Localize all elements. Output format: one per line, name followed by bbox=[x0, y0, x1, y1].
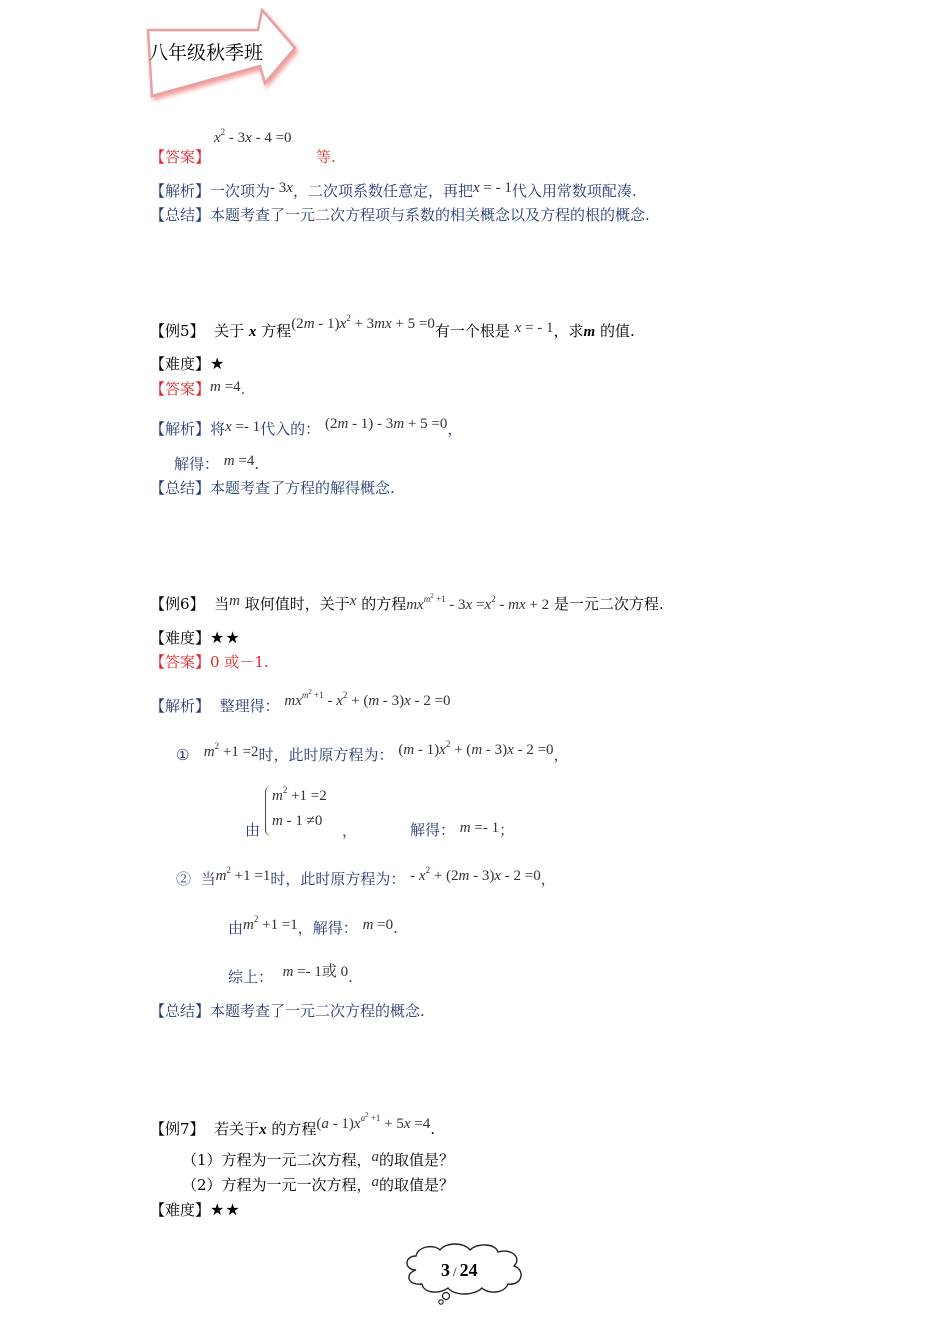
solve-text: 解得： bbox=[174, 455, 220, 473]
summary-label: 【总结】 bbox=[150, 479, 211, 497]
answer-label: 【答案】 bbox=[150, 148, 211, 166]
analysis-math: (2m - 1) - 3m + 5 =0 bbox=[324, 416, 448, 432]
brace-icon bbox=[265, 786, 272, 836]
question-text: 的方程 bbox=[361, 595, 407, 613]
analysis-math: x =- 1 bbox=[225, 419, 261, 435]
summary-row-1 bbox=[150, 204, 650, 225]
summary-label: 【总结】 bbox=[150, 1002, 211, 1020]
page-current: 3 bbox=[441, 1260, 450, 1280]
difficulty-row-5 bbox=[150, 353, 225, 374]
question-math: $(a - 1)x^{a^2 +1} + 5x =4$ bbox=[316, 1111, 431, 1132]
conclusion-row bbox=[228, 966, 353, 987]
analysis-text: ， bbox=[447, 420, 463, 438]
analysis-text: ，二次项系数任意定，再把 bbox=[292, 182, 473, 200]
example-label: 【例6】 bbox=[150, 595, 205, 613]
question-text: . bbox=[430, 1120, 436, 1138]
var-a: a bbox=[371, 1174, 380, 1190]
case-math: - $x^2 + (2m - 3)x - 2 =0$ bbox=[410, 865, 541, 884]
page-number bbox=[441, 1260, 478, 1281]
summary-text: 本题考查了方程的解得概念. bbox=[210, 479, 395, 497]
var-m: m bbox=[229, 593, 240, 609]
var-a: a bbox=[371, 1149, 380, 1165]
star-icon: ★★ bbox=[210, 1200, 241, 1219]
analysis-math: x = - 1 bbox=[472, 180, 512, 196]
sub-question-text: 的取值是？ bbox=[379, 1151, 455, 1169]
difficulty-label: 【难度】 bbox=[150, 1201, 211, 1219]
case-1-row bbox=[176, 739, 569, 765]
analysis-math: $mx^{m^2 +1} - x^2 + (m - 3)x - 2 =0$ bbox=[284, 688, 451, 709]
var-m: m bbox=[583, 324, 596, 340]
solve-suffix: ； bbox=[499, 821, 515, 839]
solve-math: m =4 bbox=[223, 453, 255, 469]
question-text: 的方程 bbox=[271, 1120, 317, 1138]
analysis-row-1 bbox=[150, 180, 637, 201]
case-text: 时，此时原方程为： bbox=[270, 870, 406, 888]
example-6-question bbox=[150, 593, 664, 614]
case-number: ① bbox=[176, 746, 190, 764]
page-total: 24 bbox=[459, 1260, 478, 1280]
case-text: 当 bbox=[200, 870, 216, 888]
var-x: x bbox=[248, 324, 257, 340]
summary-label: 【总结】 bbox=[150, 206, 211, 224]
analysis-math: - 3x bbox=[270, 180, 293, 196]
example-5-question bbox=[150, 313, 635, 341]
conclusion-math: m =- 1或 0 bbox=[282, 964, 349, 980]
conclusion-suffix: . bbox=[348, 968, 353, 986]
difficulty-row-6 bbox=[150, 627, 241, 648]
sub-question-text: 的取值是？ bbox=[379, 1176, 455, 1194]
analysis-text: 一次项为 bbox=[210, 182, 271, 200]
case-math: $m^2 +1 =2$ bbox=[203, 741, 259, 760]
case-text: ， bbox=[553, 746, 569, 764]
system-prefix: 由 bbox=[245, 821, 261, 839]
question-text: 有一个根是 bbox=[434, 322, 510, 340]
analysis-row-6 bbox=[150, 688, 451, 716]
analysis-row-5 bbox=[150, 418, 462, 439]
page-separator: / bbox=[453, 1264, 457, 1279]
answer-text: 0 或－1. bbox=[210, 653, 269, 671]
question-text: 取何值时，关于 bbox=[244, 595, 350, 613]
system-solve-row bbox=[410, 819, 514, 840]
case-text: . bbox=[393, 919, 398, 937]
case-math: $m^2 +1 =1$ bbox=[243, 914, 298, 933]
question-text: 当 bbox=[214, 595, 230, 613]
example-label: 【例5】 bbox=[150, 322, 205, 340]
case-text: ，解得： bbox=[297, 919, 358, 937]
answer-row-1 bbox=[150, 138, 211, 166]
summary-text: 本题考查了一元二次方程的概念. bbox=[210, 1002, 425, 1020]
case-2-row bbox=[176, 865, 556, 889]
case-math: $m^2 +1 =1$ bbox=[215, 865, 271, 884]
case-math: m =0 bbox=[362, 917, 394, 933]
sub-question-1 bbox=[182, 1149, 454, 1170]
system-line-1: $m^2 +1 =2$ bbox=[272, 785, 327, 804]
solve-math: m =- 1 bbox=[459, 820, 500, 836]
sub-question-text: （2）方程为一元一次方程， bbox=[182, 1176, 372, 1194]
summary-text: 本题考查了一元二次方程项与系数的相关概念以及方程的根的概念. bbox=[210, 206, 650, 224]
solve-suffix: . bbox=[254, 455, 260, 473]
sub-question-text: （1）方程为一元二次方程， bbox=[182, 1151, 372, 1169]
star-icon: ★ bbox=[210, 354, 226, 373]
question-text: 是一元二次方程. bbox=[553, 595, 664, 613]
analysis-text: 将 bbox=[210, 420, 226, 438]
var-x: x bbox=[259, 1122, 267, 1138]
question-math: $(2m - 1)x^2 + 3mx + 5 =0$ bbox=[291, 313, 435, 332]
answer-suffix: . bbox=[240, 380, 246, 398]
difficulty-label: 【难度】 bbox=[150, 355, 211, 373]
difficulty-label: 【难度】 bbox=[150, 629, 211, 647]
question-text: 关于 bbox=[214, 322, 245, 340]
question-text: ，求 bbox=[553, 322, 584, 340]
case-math: $(m - 1)x^2 + (m - 3)x - 2 =0$ bbox=[398, 739, 554, 758]
question-math: x = - 1 bbox=[514, 320, 554, 336]
analysis-label: 【解析】 bbox=[150, 420, 211, 438]
case-text: 时，此时原方程为： bbox=[258, 746, 394, 764]
answer-suffix: 等. bbox=[316, 148, 336, 166]
case-2b-row bbox=[228, 914, 398, 938]
system-comma: ， bbox=[342, 822, 358, 840]
answer-row-5 bbox=[150, 378, 245, 399]
analysis-text: 代入的： bbox=[260, 420, 321, 438]
answer-math: m =4 bbox=[210, 379, 241, 395]
answer-label: 【答案】 bbox=[150, 380, 211, 398]
system-line-2: m - 1 ≠0 bbox=[272, 813, 323, 829]
difficulty-row-7 bbox=[150, 1199, 241, 1220]
question-text: 方程 bbox=[261, 322, 292, 340]
question-math: $mx^{m^2 +1} - 3x =x^2$ - mx + 2 bbox=[406, 592, 550, 613]
answer-row-6 bbox=[150, 651, 269, 672]
analysis-text: 代入用常数项配凑. bbox=[511, 182, 637, 200]
analysis-label: 【解析】 bbox=[150, 697, 211, 715]
case-text: 由 bbox=[228, 919, 244, 937]
question-text: 若关于 bbox=[214, 1120, 260, 1138]
header-title: 八年级秋季班 bbox=[149, 42, 264, 64]
conclusion-text: 综上： bbox=[228, 968, 274, 986]
example-label: 【例7】 bbox=[150, 1120, 205, 1138]
answer-math: $x^2 - 3x - 4 =0$ bbox=[214, 127, 292, 146]
var-x: x bbox=[349, 593, 357, 609]
summary-row-6 bbox=[150, 1000, 425, 1021]
answer-label: 【答案】 bbox=[150, 653, 211, 671]
analysis-label: 【解析】 bbox=[150, 182, 211, 200]
sub-question-2 bbox=[182, 1174, 454, 1195]
case-number: ② bbox=[176, 870, 192, 888]
solve-text: 解得： bbox=[410, 821, 456, 839]
summary-row-5 bbox=[150, 477, 395, 498]
example-7-question bbox=[150, 1111, 436, 1139]
star-icon: ★★ bbox=[210, 628, 241, 647]
solve-row-5 bbox=[174, 453, 259, 474]
analysis-text: 整理得： bbox=[219, 697, 280, 715]
question-text: 的值. bbox=[600, 322, 635, 340]
case-text: ， bbox=[540, 870, 556, 888]
